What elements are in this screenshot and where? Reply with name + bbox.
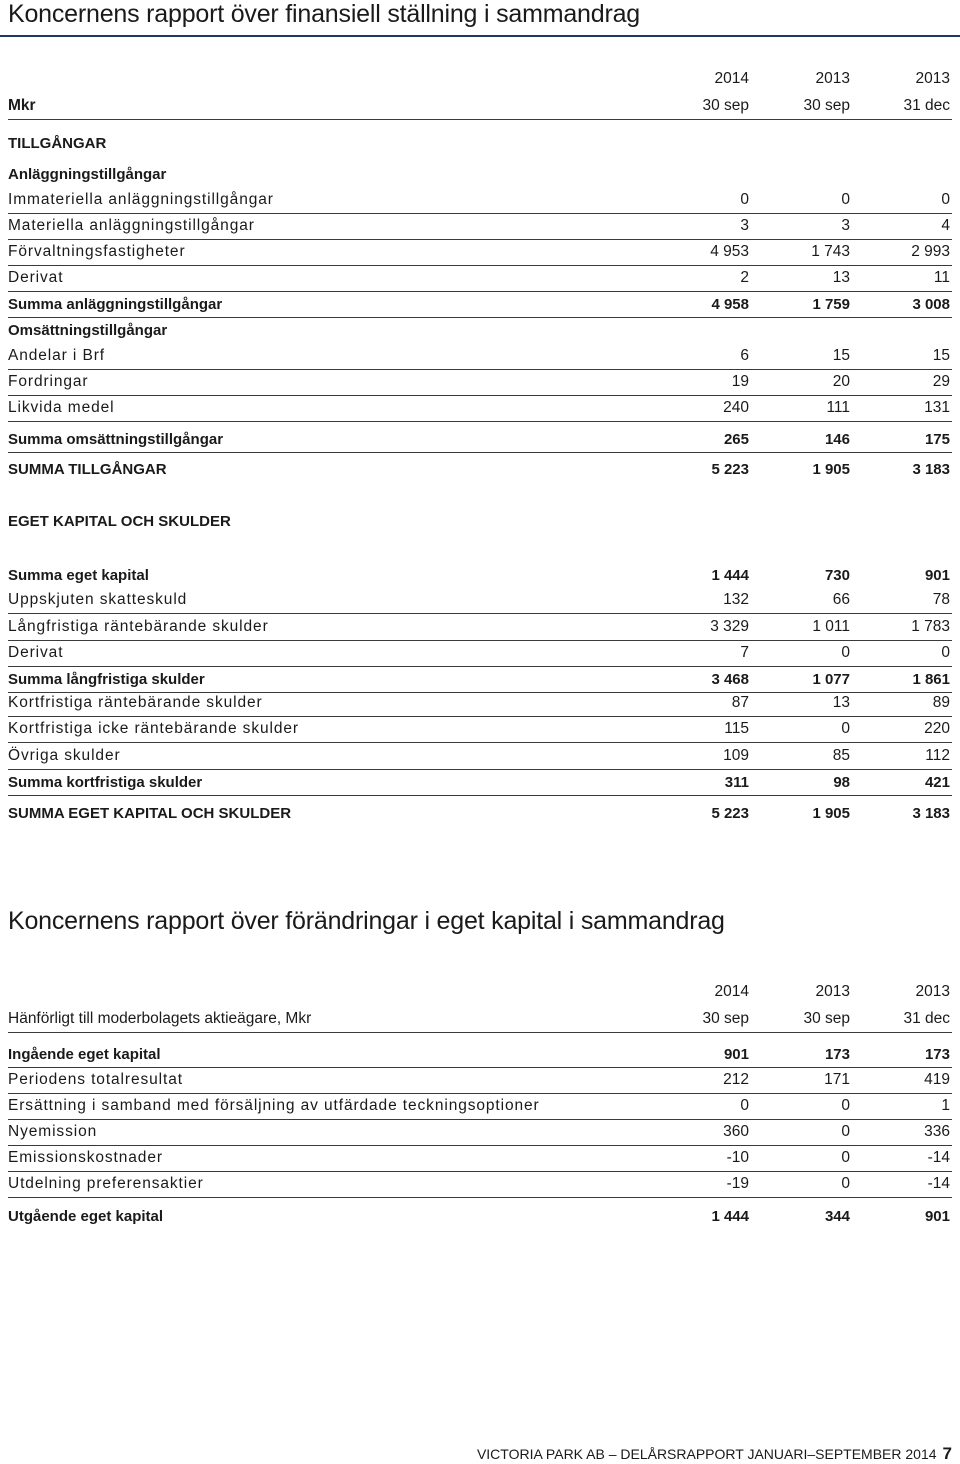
row-label: Periodens totalresultat	[8, 1071, 183, 1088]
value-2013-dec: 421	[924, 774, 950, 791]
value-2014-sep: 115	[724, 720, 749, 737]
value-2013-sep: 344	[824, 1208, 850, 1225]
section-heading-equity-liabilities	[8, 508, 952, 534]
balance-header-years	[8, 66, 952, 92]
row-label: Utdelning preferensaktier	[8, 1175, 204, 1192]
table-row	[8, 187, 952, 214]
value-2013-dec: 175	[924, 431, 950, 448]
table-row	[8, 640, 952, 667]
value-2013-dec: -14	[927, 1175, 950, 1192]
value-2013-dec: 112	[925, 747, 950, 764]
table-row	[8, 743, 952, 770]
header-date-3: 31 dec	[903, 1010, 950, 1027]
value-2013-dec: 3 183	[912, 805, 950, 822]
value-2013-sep: 1 759	[812, 296, 850, 313]
value-2013-sep: 111	[826, 399, 850, 416]
value-2013-sep: 730	[824, 567, 850, 584]
value-2014-sep: 901	[723, 1046, 749, 1063]
value-2014-sep: 1 444	[711, 567, 749, 584]
header-unit: Mkr	[8, 97, 36, 114]
value-2013-sep: 146	[824, 431, 850, 448]
value-2013-dec: 0	[941, 644, 950, 661]
value-2013-sep: 1 077	[812, 671, 850, 688]
equity-header-dates	[8, 1006, 952, 1033]
row-label: Omsättningstillgångar	[8, 322, 168, 339]
header-year-1: 2014	[714, 983, 749, 1000]
value-2013-dec: 173	[924, 1046, 950, 1063]
row-label: Summa kortfristiga skulder	[8, 774, 203, 791]
value-2013-dec: -14	[927, 1149, 950, 1166]
subtotal-row	[8, 291, 952, 318]
balance-header-dates	[8, 93, 952, 120]
balance-title: Koncernens rapport över finansiell ställning i sammandrag	[8, 0, 640, 28]
value-2014-sep: 240	[723, 399, 749, 416]
table-row	[8, 1145, 952, 1172]
value-2013-sep: 15	[832, 347, 850, 364]
row-label: Immateriella anläggningstillgångar	[8, 191, 274, 208]
value-2014-sep: 4 958	[711, 296, 749, 313]
row-label: Emissionskostnader	[8, 1149, 163, 1166]
equity-title: Koncernens rapport över förändringar i eget kapital i sammandrag	[8, 907, 725, 935]
value-2013-dec: 901	[924, 1208, 950, 1225]
value-2013-dec: 15	[932, 347, 950, 364]
value-2013-sep: 13	[832, 269, 850, 286]
value-2014-sep: -10	[726, 1149, 749, 1166]
row-label: Summa långfristiga skulder	[8, 671, 205, 688]
table-row	[8, 716, 952, 743]
row-label: Fordringar	[8, 373, 89, 390]
value-2013-sep: 1 905	[812, 805, 850, 822]
header-unit: Hänförligt till moderbolagets aktieägare, Mkr	[8, 1010, 312, 1027]
table-row	[8, 369, 952, 396]
header-date-1: 30 sep	[702, 1010, 749, 1027]
table-row	[8, 239, 952, 266]
value-2014-sep: 3 468	[711, 671, 749, 688]
value-2013-dec: 1 783	[911, 618, 950, 635]
header-date-1: 30 sep	[702, 97, 749, 114]
value-2013-dec: 3 183	[912, 461, 950, 478]
page-footer	[477, 1444, 952, 1464]
value-2013-sep: 1 905	[812, 461, 850, 478]
table-row	[8, 614, 952, 641]
section-heading-assets	[8, 130, 952, 156]
value-2013-sep: 0	[841, 191, 850, 208]
value-2013-sep: 0	[841, 1097, 850, 1114]
row-label: EGET KAPITAL OCH SKULDER	[8, 513, 231, 530]
total-row-equity-liabilities	[8, 800, 952, 826]
row-label: Summa omsättningstillgångar	[8, 431, 224, 448]
table-row	[8, 1041, 952, 1068]
header-date-2: 30 sep	[803, 1010, 850, 1027]
header-year-2: 2013	[815, 983, 850, 1000]
value-2014-sep: 3	[740, 217, 749, 234]
subheading-current-assets	[8, 317, 952, 343]
total-row-closing-equity	[8, 1203, 952, 1229]
page-number: 7	[942, 1444, 952, 1463]
equity-header-years	[8, 979, 952, 1005]
balance-title-rule	[0, 35, 960, 37]
value-2013-dec: 11	[933, 269, 950, 286]
value-2013-sep: 0	[841, 644, 850, 661]
subtotal-row	[8, 666, 952, 693]
row-label: TILLGÅNGAR	[8, 135, 107, 152]
row-label: Materiella anläggningstillgångar	[8, 217, 255, 234]
row-label: Kortfristiga räntebärande skulder	[8, 694, 263, 711]
table-row	[8, 587, 952, 614]
value-2013-dec: 336	[924, 1123, 950, 1140]
total-row-assets	[8, 456, 952, 482]
row-label: SUMMA EGET KAPITAL OCH SKULDER	[8, 805, 292, 822]
value-2014-sep: 4 953	[710, 243, 749, 260]
subtotal-row	[8, 426, 952, 453]
row-label: Andelar i Brf	[8, 347, 105, 364]
value-2013-dec: 78	[932, 591, 950, 608]
value-2014-sep: 109	[723, 747, 749, 764]
value-2013-sep: 0	[841, 1149, 850, 1166]
value-2013-sep: 85	[832, 747, 850, 764]
row-label: Likvida medel	[8, 399, 115, 416]
value-2013-sep: 1 743	[811, 243, 850, 260]
value-2013-sep: 171	[824, 1071, 850, 1088]
value-2013-sep: 66	[832, 591, 850, 608]
table-row	[8, 1093, 952, 1120]
value-2013-dec: 131	[924, 399, 950, 416]
row-label: Förvaltningsfastigheter	[8, 243, 186, 260]
value-2014-sep: 2	[740, 269, 749, 286]
row-label: Utgående eget kapital	[8, 1208, 164, 1225]
value-2014-sep: 87	[731, 694, 749, 711]
value-2013-sep: 3	[841, 217, 850, 234]
header-date-3: 31 dec	[903, 97, 950, 114]
table-row	[8, 343, 952, 370]
value-2014-sep: 360	[723, 1123, 749, 1140]
value-2013-dec: 4	[941, 217, 950, 234]
value-2014-sep: 132	[723, 591, 749, 608]
value-2013-sep: 0	[841, 1123, 850, 1140]
value-2013-sep: 0	[841, 1175, 850, 1192]
value-2014-sep: 0	[740, 1097, 749, 1114]
value-2014-sep: 265	[723, 431, 749, 448]
row-label: Anläggningstillgångar	[8, 166, 167, 183]
row-label: Nyemission	[8, 1123, 98, 1140]
row-label: Ingående eget kapital	[8, 1046, 161, 1063]
subtotal-row	[8, 562, 952, 588]
value-2013-dec: 419	[924, 1071, 950, 1088]
value-2014-sep: 311	[724, 774, 749, 791]
value-2013-dec: 2 993	[911, 243, 950, 260]
value-2014-sep: 0	[740, 191, 749, 208]
row-label: Kortfristiga icke räntebärande skulder	[8, 720, 299, 737]
value-2014-sep: 19	[731, 373, 749, 390]
row-label: Derivat	[8, 269, 64, 286]
value-2013-dec: 220	[924, 720, 950, 737]
table-row	[8, 213, 952, 240]
row-label: Summa eget kapital	[8, 567, 149, 584]
value-2013-dec: 0	[941, 191, 950, 208]
value-2013-sep: 1 011	[812, 618, 850, 635]
row-label: Långfristiga räntebärande skulder	[8, 618, 269, 635]
value-2013-sep: 0	[841, 720, 850, 737]
value-2014-sep: 5 223	[711, 805, 749, 822]
value-2014-sep: 5 223	[711, 461, 749, 478]
footer-text: VICTORIA PARK AB – DELÅRSRAPPORT JANUARI–SEPTEMBER 2014	[476, 1446, 937, 1462]
header-year-3: 2013	[915, 70, 950, 87]
table-row	[8, 395, 952, 422]
table-row	[8, 1119, 952, 1146]
value-2014-sep: 3 329	[710, 618, 749, 635]
value-2013-dec: 1 861	[912, 671, 950, 688]
header-year-1: 2014	[714, 70, 749, 87]
table-row	[8, 1171, 952, 1198]
value-2013-dec: 3 008	[912, 296, 950, 313]
value-2013-sep: 173	[824, 1046, 850, 1063]
value-2013-dec: 89	[932, 694, 950, 711]
header-date-2: 30 sep	[803, 97, 850, 114]
row-label: Derivat	[8, 644, 64, 661]
table-row	[8, 1067, 952, 1094]
value-2013-dec: 901	[924, 567, 950, 584]
value-2014-sep: 212	[723, 1071, 749, 1088]
value-2014-sep: -19	[726, 1175, 749, 1192]
subtotal-row	[8, 769, 952, 796]
row-label: Övriga skulder	[8, 747, 121, 764]
table-row	[8, 265, 952, 292]
value-2013-dec: 1	[941, 1097, 950, 1114]
header-year-3: 2013	[915, 983, 950, 1000]
value-2014-sep: 6	[740, 347, 749, 364]
value-2014-sep: 7	[740, 644, 749, 661]
row-label: Summa anläggningstillgångar	[8, 296, 223, 313]
value-2013-dec: 29	[932, 373, 950, 390]
row-label: Uppskjuten skatteskuld	[8, 591, 188, 608]
value-2013-sep: 98	[833, 774, 850, 791]
row-label: SUMMA TILLGÅNGAR	[8, 461, 167, 478]
header-year-2: 2013	[815, 70, 850, 87]
row-label: Ersättning i samband med försäljning av utfärdade teckningsoptioner	[8, 1097, 540, 1114]
subheading-fixed-assets	[8, 161, 952, 187]
table-row	[8, 690, 952, 717]
value-2013-sep: 20	[832, 373, 850, 390]
value-2014-sep: 1 444	[711, 1208, 749, 1225]
value-2013-sep: 13	[832, 694, 850, 711]
